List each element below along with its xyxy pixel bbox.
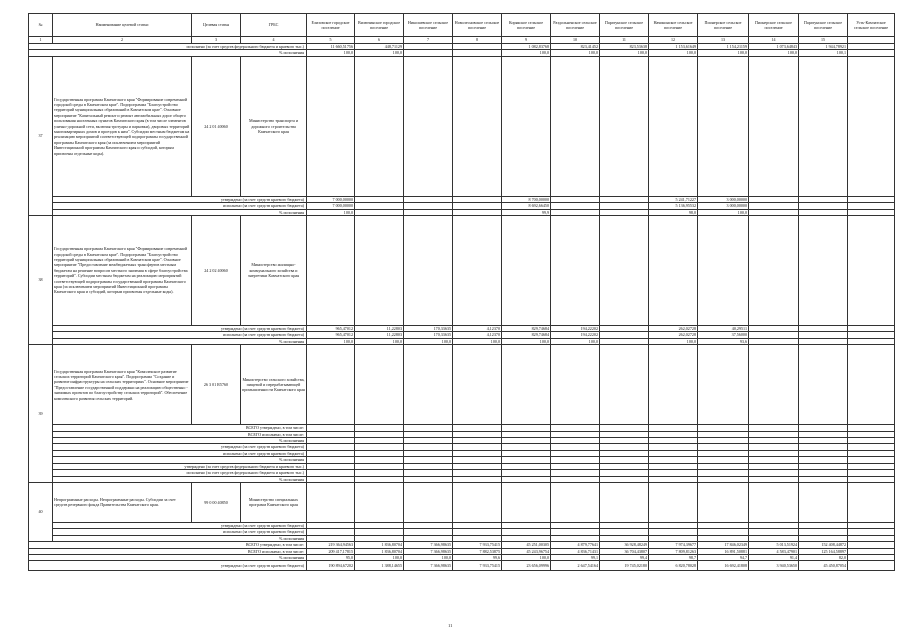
value-cell: 11 660,51756 — [307, 44, 355, 50]
empty-cell — [355, 482, 404, 522]
header-col-grbs: ГРБС — [241, 14, 307, 37]
row-label: исполнено (за счет средств краевого бюджета) — [53, 529, 307, 535]
row-label: исполнено (за счет средств краевого бюджета) — [53, 450, 307, 456]
row-label: ВСЕГО исполнено, в том числе: — [29, 548, 307, 554]
empty-cell — [848, 56, 895, 196]
empty-cell — [502, 345, 551, 425]
value-cell: 209 417,17815 — [307, 548, 355, 554]
row-label: утверждено (за счет средств краевого бюджета) — [53, 196, 307, 202]
value-cell: 7 366,98635 — [404, 561, 453, 571]
header-col-7: Николаевское сельское поселение — [404, 14, 453, 37]
value-cell: 262,02728 — [649, 332, 698, 338]
value-cell: 7 974,39677 — [649, 542, 698, 548]
empty-cell — [848, 482, 895, 522]
value-cell: 100,0 — [649, 50, 698, 56]
row-label: % исполнения — [53, 338, 307, 344]
value-cell: 823,41452 — [551, 44, 600, 50]
row-label: утверждено (за счет средств краевого бюджета) — [53, 444, 307, 450]
row-label: исполнено (за счет средств краевого бюджета) — [53, 332, 307, 338]
value-cell: 100,0 — [355, 50, 404, 56]
empty-cell — [848, 216, 895, 326]
budget-table-sheet — [28, 13, 894, 571]
empty-cell — [600, 56, 649, 196]
value-cell: 93,6 — [698, 338, 749, 344]
value-cell: 11,22803 — [355, 332, 404, 338]
column-index-cell: 3 — [192, 37, 241, 44]
column-index-row — [29, 37, 895, 44]
row-label: утверждено (за счет средств федерального бюджета и краевого тыс.) — [53, 463, 307, 469]
value-cell: 448,71129 — [355, 44, 404, 50]
column-index-cell: 11 — [600, 37, 649, 44]
value-cell: 4 879,77641 — [551, 542, 600, 548]
row-label: ВСЕГО утверждено, в том числе: — [53, 425, 307, 431]
empty-cell — [649, 56, 698, 196]
column-index-cell: 4 — [241, 37, 307, 44]
grbs-name: Министерство жилищно-коммунального хозяйства и энергетики Камчатского края — [241, 216, 307, 326]
program-block-40 — [29, 482, 895, 522]
empty-cell — [404, 56, 453, 196]
value-cell: 1 388,14655 — [355, 561, 404, 571]
empty-cell — [649, 216, 698, 326]
row-label: % исполнения — [29, 554, 307, 560]
empty-cell — [649, 482, 698, 522]
value-cell: 1 836,80704 — [355, 542, 404, 548]
row-label: утверждено (за счет средств краевого бюджета) — [53, 522, 307, 528]
value-cell: 2 647,54164 — [551, 561, 600, 571]
row-label: исполнено (за счет средств федерального бюджета и краевого тыс.) — [29, 44, 307, 50]
header-col-8: Новолесновское сельское поселение — [453, 14, 502, 37]
row-number: 39 — [29, 345, 53, 483]
grbs-name: Министерство сельского хозяйства, пищевой и перерабатывающей промышленности Камчатского края — [241, 345, 307, 425]
value-cell: 829,74684 — [502, 332, 551, 338]
value-cell: 100,0 — [404, 554, 453, 560]
empty-cell — [551, 56, 600, 196]
grbs-name: Министерство специальных программ Камчатского края — [241, 482, 307, 522]
empty-cell — [698, 482, 749, 522]
header-col-13: Пионерское сельское поселение — [698, 14, 749, 37]
column-index-cell: 10 — [551, 37, 600, 44]
empty-cell — [355, 56, 404, 196]
value-cell: 100,0 — [551, 50, 600, 56]
value-cell: 3 000,00000 — [698, 196, 749, 202]
value-cell: 1 944,78921 — [799, 44, 848, 50]
value-cell: 100,0 — [551, 338, 600, 344]
empty-cell — [355, 216, 404, 326]
empty-cell — [799, 56, 848, 196]
value-cell: 7 366,98635 — [404, 542, 453, 548]
row-label: % исполнения — [53, 209, 307, 215]
value-cell: 965,47012 — [307, 332, 355, 338]
row-number: 38 — [29, 216, 53, 345]
empty-cell — [698, 216, 749, 326]
empty-cell — [502, 56, 551, 196]
value-cell: 23 656,09996 — [502, 561, 551, 571]
empty-cell — [848, 561, 895, 571]
value-cell: 7 933,75415 — [453, 542, 502, 548]
column-index-cell: 7 — [404, 37, 453, 44]
value-cell: 1 082,83768 — [502, 44, 551, 50]
value-cell: 100,0 — [307, 338, 355, 344]
row-label: исполнено (за счет средств федерального бюджета и краевого тыс.) — [53, 470, 307, 476]
target-code: 99 0 00 40850 — [192, 482, 241, 522]
value-cell: 7 809,81263 — [649, 548, 698, 554]
grbs-name: Министерство транспорта и дорожного строительства Камчатского края — [241, 56, 307, 196]
column-index-cell: 5 — [307, 37, 355, 44]
value-cell: 99,4 — [600, 554, 649, 560]
value-cell: 91,4 — [749, 554, 799, 560]
budget-execution-table — [28, 13, 895, 571]
column-index-cell: 1 — [29, 37, 53, 44]
table-body — [29, 37, 895, 571]
value-cell: 170,33635 — [404, 326, 453, 332]
value-cell: 7 000,00000 — [307, 196, 355, 202]
header-col-11: Паратунское сельское поселение — [600, 14, 649, 37]
row-number: 40 — [29, 482, 53, 541]
value-cell: 194,22202 — [551, 326, 600, 332]
header-col-name: Наименование целевой статьи — [53, 14, 192, 37]
empty-cell — [307, 345, 355, 425]
empty-cell — [600, 482, 649, 522]
value-cell: 152 408,44872 — [799, 542, 848, 548]
value-cell: 100,0 — [307, 50, 355, 56]
empty-cell — [749, 482, 799, 522]
value-cell: 100,0 — [600, 50, 649, 56]
value-cell: 4,12370 — [453, 332, 502, 338]
empty-cell — [749, 345, 799, 425]
value-cell: 3 000,00000 — [698, 203, 749, 209]
header-row — [29, 14, 895, 37]
value-cell: 829,74684 — [502, 326, 551, 332]
value-cell: 100,0 — [404, 338, 453, 344]
row-number: 37 — [29, 56, 53, 215]
column-index-cell: 12 — [649, 37, 698, 44]
row-label: утверждено (за счет средств краевого бюджета) — [29, 561, 307, 571]
value-cell: 262,02728 — [649, 326, 698, 332]
header-col-14: Пионерское сельское поселение — [749, 14, 799, 37]
program-block-38 — [29, 216, 895, 326]
value-cell: 100,0 — [698, 209, 749, 215]
value-cell: 45 450,87054 — [799, 561, 848, 571]
column-index-cell: 2 — [53, 37, 192, 44]
empty-cell — [600, 345, 649, 425]
value-cell: 40,29511 — [698, 326, 749, 332]
header-col-15: Паратунское сельское поселение — [799, 14, 848, 37]
program-description: Государственная программа Камчатского края "Комплексное развитие сельских территорий Камчатского края". Подпрограмма "Создание и развитие инфраструктуры на сельских территориях". Основное мероприятие "Предоставление государственной поддержки на реализацию общественно - значимых проектов по благоустройству сельских территорий". Обеспечение комплексного развития сельских территорий. — [53, 345, 192, 425]
header-col-9: Корякское сельское поселение — [502, 14, 551, 37]
value-cell: 16 891,50881 — [698, 548, 749, 554]
value-cell: 98,7 — [649, 554, 698, 560]
value-cell: 16 692,41808 — [698, 561, 749, 571]
value-cell: 170,33635 — [404, 332, 453, 338]
value-cell: 1 073,64843 — [749, 44, 799, 50]
empty-cell — [649, 345, 698, 425]
header-col-6: Вилючинское городское поселение — [355, 14, 404, 37]
value-cell: 5 241,71227 — [649, 196, 698, 202]
column-index-cell: 8 — [453, 37, 502, 44]
program-description: Государственная программа Камчатского края "Формирование современной городской среды в Камчатском крае". Подпрограмма "Благоустройство территорий муниципальных образований в Камчатском крае". Основное мероприятие "Предоставление межбюджетных трансфертов местным бюджетам на решение вопросов местного значения в сфере благоустройства территорий". Субсидии местным бюджетам на реализацию мероприятий соответствующей подпрограммы государственной программы Камчатского края (за исключением мероприятий Инвестиционной программы Камчатского края и субсидий, которым присвоены отдельные коды). — [53, 216, 192, 326]
row-label: исполнено (за счет средств краевого бюджета) — [53, 203, 307, 209]
header-col-10: Раздольненское сельское поселение — [551, 14, 600, 37]
value-cell: 1 154,21159 — [698, 44, 749, 50]
program-description: Непрограммные расходы. Непрограммные расходы. Субсидии за счет средств резервного фонда Правительства Камчатского края. — [53, 482, 192, 522]
row-label: % исполнения — [53, 438, 307, 444]
row-label: % исполнения — [53, 535, 307, 541]
value-cell: 36 928,48249 — [600, 542, 649, 548]
value-cell: 1 153,61649 — [649, 44, 698, 50]
empty-cell — [453, 482, 502, 522]
value-cell: 100,1 — [799, 50, 848, 56]
column-index-cell: 6 — [355, 37, 404, 44]
total-row — [29, 561, 895, 571]
empty-cell — [749, 216, 799, 326]
empty-cell — [551, 216, 600, 326]
value-cell: 8 700,00000 — [502, 196, 551, 202]
empty-cell — [307, 216, 355, 326]
value-cell: 190 894,67202 — [307, 561, 355, 571]
column-index-cell: 15 — [799, 37, 848, 44]
empty-cell — [502, 482, 551, 522]
value-cell: 5 013,51924 — [749, 542, 799, 548]
value-cell: 100,0 — [355, 554, 404, 560]
row-label: % исполнения — [53, 476, 307, 482]
empty-cell — [600, 216, 649, 326]
header-col-16: Усть-Камчатское сельское поселение — [848, 14, 895, 37]
empty-cell — [404, 345, 453, 425]
value-cell: 100,0 — [649, 338, 698, 344]
program-block-39 — [29, 345, 895, 425]
value-cell: 19 745,02180 — [600, 561, 649, 571]
value-cell: 100,0 — [502, 338, 551, 344]
empty-cell — [698, 345, 749, 425]
empty-cell — [307, 56, 355, 196]
value-cell: 7 882,53875 — [453, 548, 502, 554]
value-cell: 5 136,95532 — [649, 203, 698, 209]
empty-cell — [502, 216, 551, 326]
program-description: Государственная программа Камчатского края "Формирование современной городской среды в Камчатском крае". Подпрограмма "Благоустройство территорий муниципальных образований в Камчатском крае". Основное мероприятие "Капитальный ремонт и ремонт автомобильных дорог общего пользования населенных пунктов Камчатского края (в том числе элементов улично-дорожной сети, включая тротуары и парковки), дворовых территорий многоквартирных домов и проездов к ним". Субсидии местным бюджетам на реализацию мероприятий соответствующей подпрограммы государственной программы Камчатского края (за исключением мероприятий Инвестиционной программы Камчатского края и субсидий, которым присвоены отдельные коды). — [53, 56, 192, 196]
target-code: 24 2 01 40060 — [192, 56, 241, 196]
value-cell: 45 251,00305 — [502, 542, 551, 548]
column-index-cell: 9 — [502, 37, 551, 44]
empty-cell — [355, 345, 404, 425]
target-code: 26 3 01 R5760 — [192, 345, 241, 425]
empty-cell — [848, 345, 895, 425]
value-cell: 100,0 — [698, 50, 749, 56]
value-cell: 4 583,47901 — [749, 548, 799, 554]
value-cell: 1 836,80704 — [355, 548, 404, 554]
empty-cell — [551, 345, 600, 425]
value-cell: 100,0 — [453, 338, 502, 344]
target-code: 24 2 02 40060 — [192, 216, 241, 326]
header-col-num: № — [29, 14, 53, 37]
row-label: ВСЕГО утверждено, в том числе: — [29, 542, 307, 548]
value-cell: 82,0 — [799, 554, 848, 560]
row-label: ВСЕГО исполнено, в том числе: — [53, 431, 307, 437]
value-cell: 99,9 — [502, 209, 551, 215]
value-cell: 7 933,75415 — [453, 561, 502, 571]
value-cell: 11,22803 — [355, 326, 404, 332]
value-cell: 7 000,00000 — [307, 203, 355, 209]
value-cell: 194,22202 — [551, 332, 600, 338]
value-cell: 7 366,98635 — [404, 548, 453, 554]
value-cell: 3 940,53650 — [749, 561, 799, 571]
value-cell: 95,0 — [307, 554, 355, 560]
page-number: 11 — [448, 623, 453, 628]
header-col-code: Целевая статья — [192, 14, 241, 37]
row-label: утверждено (за счет средств краевого бюджета) — [53, 326, 307, 332]
value-cell: 100,0 — [307, 209, 355, 215]
value-cell: 37,56000 — [698, 332, 749, 338]
value-cell: 100,0 — [749, 50, 799, 56]
row-label: % исполнения — [29, 50, 307, 56]
empty-cell — [404, 216, 453, 326]
value-cell: 99,6 — [453, 554, 502, 560]
value-cell: 219 364,94563 — [307, 542, 355, 548]
value-cell: 36 704,43807 — [600, 548, 649, 554]
value-cell: 100,0 — [355, 338, 404, 344]
empty-cell — [799, 216, 848, 326]
empty-cell — [307, 482, 355, 522]
header-col-12: Начикинское сельское поселение — [649, 14, 698, 37]
column-index-cell: 14 — [749, 37, 799, 44]
column-index-cell: 13 — [698, 37, 749, 44]
value-cell: 8 692,66450 — [502, 203, 551, 209]
empty-cell — [404, 482, 453, 522]
empty-cell — [551, 482, 600, 522]
value-cell: 100,0 — [502, 50, 551, 56]
value-cell: 6 820,78028 — [649, 561, 698, 571]
empty-cell — [453, 345, 502, 425]
value-cell: 823,53638 — [600, 44, 649, 50]
program-block-37 — [29, 56, 895, 196]
value-cell: 4 836,71431 — [551, 548, 600, 554]
empty-cell — [799, 345, 848, 425]
header-col-5: Елизовское городское поселение — [307, 14, 355, 37]
value-cell: 45 243,96754 — [502, 548, 551, 554]
empty-cell — [453, 56, 502, 196]
value-cell: 99,1 — [551, 554, 600, 560]
value-cell: 100,0 — [502, 554, 551, 560]
empty-cell — [799, 482, 848, 522]
value-cell: 125 164,58897 — [799, 548, 848, 554]
value-cell: 4,12370 — [453, 326, 502, 332]
value-cell: 17 846,02349 — [698, 542, 749, 548]
value-cell: 94,7 — [698, 554, 749, 560]
column-index-cell — [848, 37, 895, 44]
empty-cell — [749, 56, 799, 196]
value-cell: 965,47012 — [307, 326, 355, 332]
row-label: % исполнения — [53, 457, 307, 463]
value-cell: 98,0 — [649, 209, 698, 215]
empty-cell — [698, 56, 749, 196]
empty-cell — [453, 216, 502, 326]
